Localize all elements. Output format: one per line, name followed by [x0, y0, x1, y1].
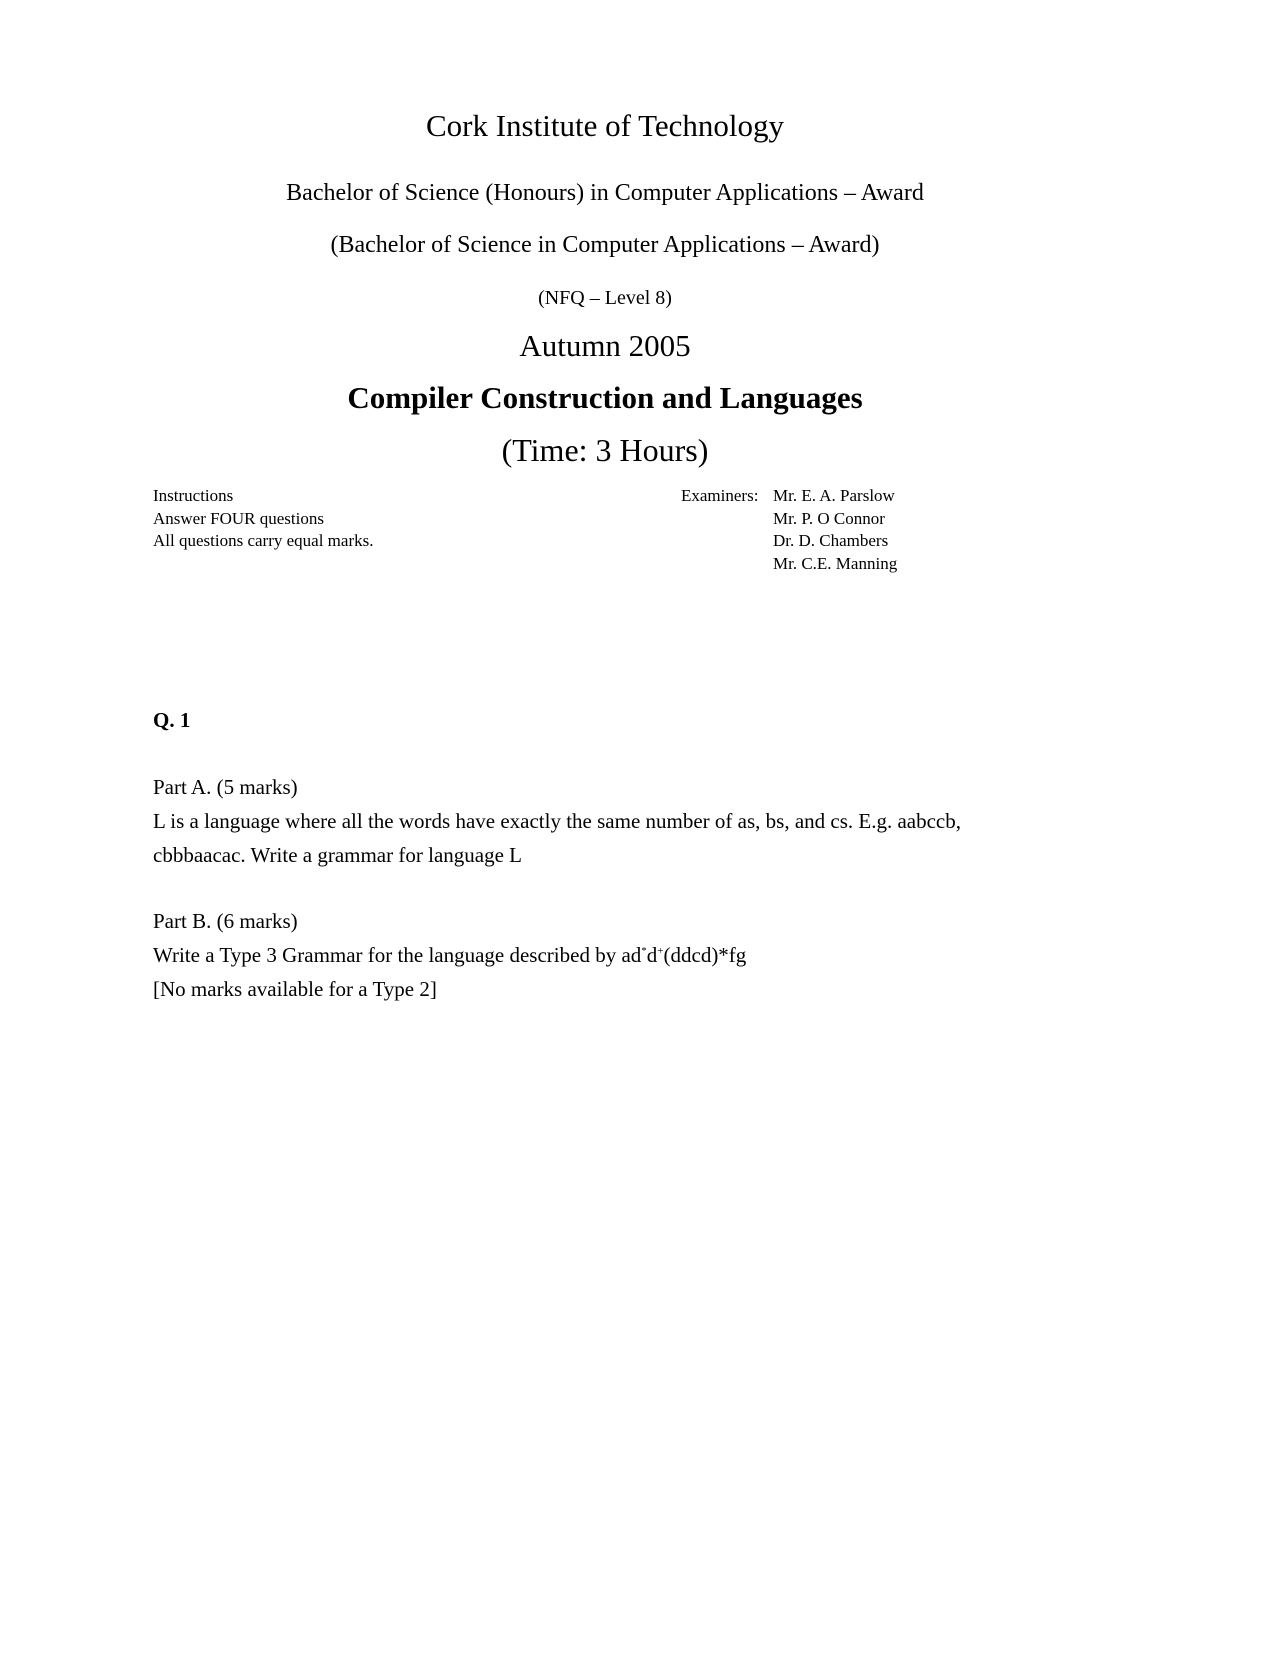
- part-b-text-line: [153, 943, 746, 968]
- part-b-title: Part B. (6 marks): [153, 909, 298, 933]
- part-b-text-line: [No marks available for a Type 2]: [153, 977, 437, 1001]
- part-b-text: (ddcd)*fg: [663, 943, 747, 967]
- instructions-heading: Instructions: [153, 486, 234, 505]
- programme-alt-title: (Bachelor of Science in Computer Applications – Award): [330, 232, 880, 258]
- part-b-text: d: [646, 943, 658, 967]
- institution-title: Cork Institute of Technology: [425, 108, 784, 143]
- examiner-name: Mr. P. O Connor: [773, 508, 885, 528]
- question-number: Q. 1: [153, 708, 191, 732]
- instruction-line: All questions carry equal marks.: [153, 531, 374, 550]
- kleene-star: *: [641, 945, 647, 957]
- kleene-plus: +: [657, 945, 664, 957]
- examiner-name: Dr. D. Chambers: [773, 531, 889, 550]
- exam-session: Autumn 2005: [519, 328, 691, 363]
- part-a-title: Part A. (5 marks): [153, 775, 298, 799]
- programme-title: Bachelor of Science (Honours) in Computer Applications – Award: [286, 180, 924, 206]
- examiner-name: Mr. C.E. Manning: [773, 553, 898, 573]
- examiners-list: [773, 485, 897, 575]
- instructions-block: [153, 485, 373, 553]
- nfq-level: (NFQ – Level 8): [538, 287, 672, 309]
- part-a-text-line: L is a language where all the words have exactly the same number of as, bs, and cs. E.g. aabccb,: [153, 809, 962, 833]
- part-a-text-line: cbbbaacac. Write a grammar for language L: [153, 843, 522, 867]
- subject-title: Compiler Construction and Languages: [347, 380, 863, 415]
- examiner-name: Mr. E. A. Parslow: [773, 486, 895, 505]
- examiners-label: Examiners:: [681, 486, 759, 505]
- exam-duration: (Time: 3 Hours): [501, 432, 709, 468]
- instruction-line: Answer FOUR questions: [153, 508, 324, 528]
- part-b-text: Write a Type 3 Grammar for the language described by ad: [153, 943, 642, 967]
